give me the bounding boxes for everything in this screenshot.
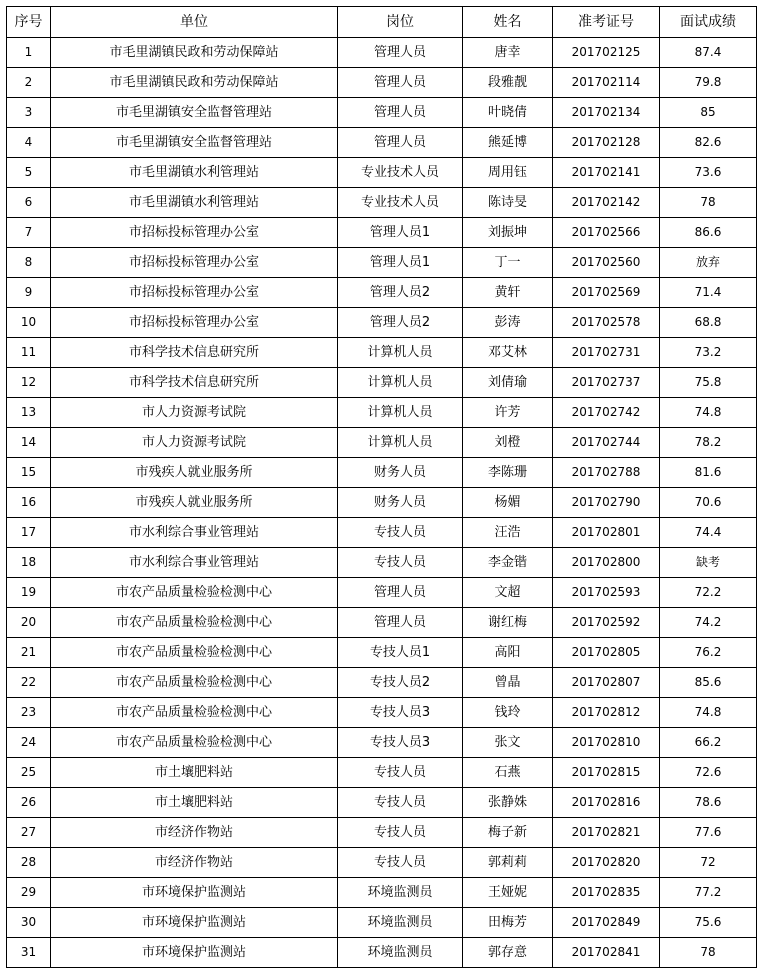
table-row (7, 608, 757, 638)
cell-position: 计算机人员 (338, 398, 463, 428)
cell-unit: 市招标投标管理办公室 (51, 218, 338, 248)
cell-unit: 市毛里湖镇水利管理站 (51, 158, 338, 188)
table-row (7, 158, 757, 188)
cell-unit: 市人力资源考试院 (51, 428, 338, 458)
cell-exam-id: 201702114 (553, 68, 660, 98)
table-row (7, 278, 757, 308)
table-row (7, 68, 757, 98)
cell-score: 81.6 (660, 458, 757, 488)
table-row (7, 368, 757, 398)
cell-unit: 市农产品质量检验检测中心 (51, 608, 338, 638)
cell-position: 管理人员 (338, 98, 463, 128)
header-index: 序号 (7, 7, 51, 38)
header-name: 姓名 (463, 7, 553, 38)
cell-score: 74.8 (660, 698, 757, 728)
table-row (7, 848, 757, 878)
cell-name: 丁一 (463, 248, 553, 278)
cell-unit: 市毛里湖镇民政和劳动保障站 (51, 38, 338, 68)
cell-name: 周用钰 (463, 158, 553, 188)
cell-name: 梅子新 (463, 818, 553, 848)
cell-exam-id: 201702142 (553, 188, 660, 218)
cell-name: 黄轩 (463, 278, 553, 308)
cell-exam-id: 201702790 (553, 488, 660, 518)
cell-name: 许芳 (463, 398, 553, 428)
cell-index: 17 (7, 518, 51, 548)
cell-name: 高阳 (463, 638, 553, 668)
cell-index: 4 (7, 128, 51, 158)
cell-exam-id: 201702812 (553, 698, 660, 728)
cell-name: 曾晶 (463, 668, 553, 698)
cell-index: 30 (7, 908, 51, 938)
cell-unit: 市招标投标管理办公室 (51, 308, 338, 338)
cell-exam-id: 201702810 (553, 728, 660, 758)
cell-exam-id: 201702742 (553, 398, 660, 428)
cell-unit: 市农产品质量检验检测中心 (51, 668, 338, 698)
cell-score: 放弃 (660, 248, 757, 278)
cell-position: 管理人员1 (338, 248, 463, 278)
cell-unit: 市毛里湖镇安全监督管理站 (51, 98, 338, 128)
cell-name: 张文 (463, 728, 553, 758)
cell-position: 环境监测员 (338, 878, 463, 908)
table-row (7, 308, 757, 338)
cell-position: 管理人员1 (338, 218, 463, 248)
cell-index: 11 (7, 338, 51, 368)
cell-score: 72 (660, 848, 757, 878)
cell-unit: 市农产品质量检验检测中心 (51, 728, 338, 758)
cell-name: 郭莉莉 (463, 848, 553, 878)
cell-score: 77.6 (660, 818, 757, 848)
cell-name: 田梅芳 (463, 908, 553, 938)
cell-index: 18 (7, 548, 51, 578)
cell-unit: 市水利综合事业管理站 (51, 548, 338, 578)
table-row (7, 638, 757, 668)
cell-position: 专技人员 (338, 758, 463, 788)
cell-index: 13 (7, 398, 51, 428)
header-unit: 单位 (51, 7, 338, 38)
cell-exam-id: 201702815 (553, 758, 660, 788)
cell-exam-id: 201702125 (553, 38, 660, 68)
cell-name: 李金锴 (463, 548, 553, 578)
cell-exam-id: 201702566 (553, 218, 660, 248)
cell-score: 79.8 (660, 68, 757, 98)
cell-unit: 市毛里湖镇安全监督管理站 (51, 128, 338, 158)
cell-position: 专技人员 (338, 818, 463, 848)
cell-index: 8 (7, 248, 51, 278)
cell-score: 75.8 (660, 368, 757, 398)
table-row (7, 128, 757, 158)
cell-exam-id: 201702821 (553, 818, 660, 848)
table-row (7, 98, 757, 128)
cell-score: 78.2 (660, 428, 757, 458)
cell-position: 财务人员 (338, 488, 463, 518)
cell-unit: 市经济作物站 (51, 848, 338, 878)
cell-name: 张静姝 (463, 788, 553, 818)
cell-exam-id: 201702134 (553, 98, 660, 128)
cell-name: 汪浩 (463, 518, 553, 548)
cell-index: 28 (7, 848, 51, 878)
cell-exam-id: 201702578 (553, 308, 660, 338)
table-row (7, 758, 757, 788)
header-row (7, 7, 757, 38)
table-row (7, 728, 757, 758)
cell-index: 27 (7, 818, 51, 848)
header-position: 岗位 (338, 7, 463, 38)
table-row (7, 188, 757, 218)
cell-name: 文超 (463, 578, 553, 608)
cell-name: 李陈珊 (463, 458, 553, 488)
table-row (7, 338, 757, 368)
cell-index: 14 (7, 428, 51, 458)
cell-exam-id: 201702807 (553, 668, 660, 698)
cell-index: 22 (7, 668, 51, 698)
cell-index: 19 (7, 578, 51, 608)
cell-name: 陈诗旻 (463, 188, 553, 218)
cell-score: 82.6 (660, 128, 757, 158)
cell-name: 彭涛 (463, 308, 553, 338)
cell-unit: 市农产品质量检验检测中心 (51, 638, 338, 668)
table-row (7, 38, 757, 68)
cell-index: 15 (7, 458, 51, 488)
cell-position: 专业技术人员 (338, 158, 463, 188)
cell-score: 68.8 (660, 308, 757, 338)
cell-score: 85.6 (660, 668, 757, 698)
cell-index: 29 (7, 878, 51, 908)
cell-unit: 市人力资源考试院 (51, 398, 338, 428)
cell-score: 75.6 (660, 908, 757, 938)
table-row (7, 908, 757, 938)
cell-exam-id: 201702737 (553, 368, 660, 398)
cell-index: 16 (7, 488, 51, 518)
cell-position: 专技人员3 (338, 728, 463, 758)
cell-exam-id: 201702593 (553, 578, 660, 608)
cell-score: 70.6 (660, 488, 757, 518)
header-exam-id: 准考证号 (553, 7, 660, 38)
cell-score: 77.2 (660, 878, 757, 908)
cell-position: 财务人员 (338, 458, 463, 488)
cell-name: 刘橙 (463, 428, 553, 458)
interview-results-table (6, 6, 757, 968)
cell-position: 管理人员 (338, 38, 463, 68)
cell-unit: 市经济作物站 (51, 818, 338, 848)
cell-unit: 市农产品质量检验检测中心 (51, 578, 338, 608)
cell-score: 73.2 (660, 338, 757, 368)
cell-position: 计算机人员 (338, 368, 463, 398)
cell-index: 1 (7, 38, 51, 68)
cell-index: 9 (7, 278, 51, 308)
cell-exam-id: 201702592 (553, 608, 660, 638)
cell-exam-id: 201702835 (553, 878, 660, 908)
cell-index: 25 (7, 758, 51, 788)
table-row (7, 218, 757, 248)
table-row (7, 578, 757, 608)
cell-position: 专技人员1 (338, 638, 463, 668)
cell-unit: 市毛里湖镇水利管理站 (51, 188, 338, 218)
cell-name: 谢红梅 (463, 608, 553, 638)
cell-exam-id: 201702731 (553, 338, 660, 368)
cell-unit: 市土壤肥料站 (51, 758, 338, 788)
cell-position: 专技人员3 (338, 698, 463, 728)
cell-exam-id: 201702816 (553, 788, 660, 818)
cell-index: 5 (7, 158, 51, 188)
cell-unit: 市招标投标管理办公室 (51, 248, 338, 278)
cell-unit: 市土壤肥料站 (51, 788, 338, 818)
cell-name: 王娅妮 (463, 878, 553, 908)
cell-exam-id: 201702801 (553, 518, 660, 548)
cell-position: 专技人员 (338, 518, 463, 548)
cell-position: 管理人员 (338, 68, 463, 98)
cell-score: 74.4 (660, 518, 757, 548)
cell-name: 杨媚 (463, 488, 553, 518)
table-row (7, 488, 757, 518)
cell-position: 专技人员 (338, 788, 463, 818)
cell-index: 20 (7, 608, 51, 638)
cell-score: 78 (660, 938, 757, 968)
cell-score: 73.6 (660, 158, 757, 188)
table-row (7, 788, 757, 818)
cell-position: 管理人员 (338, 128, 463, 158)
table-row (7, 248, 757, 278)
cell-name: 段雅靓 (463, 68, 553, 98)
cell-name: 钱玲 (463, 698, 553, 728)
cell-position: 管理人员 (338, 608, 463, 638)
cell-unit: 市科学技术信息研究所 (51, 368, 338, 398)
cell-index: 12 (7, 368, 51, 398)
cell-exam-id: 201702569 (553, 278, 660, 308)
cell-position: 专技人员 (338, 548, 463, 578)
cell-unit: 市毛里湖镇民政和劳动保障站 (51, 68, 338, 98)
cell-index: 26 (7, 788, 51, 818)
cell-unit: 市残疾人就业服务所 (51, 488, 338, 518)
cell-score: 缺考 (660, 548, 757, 578)
cell-score: 78.6 (660, 788, 757, 818)
table-row (7, 398, 757, 428)
cell-position: 管理人员2 (338, 308, 463, 338)
cell-position: 计算机人员 (338, 338, 463, 368)
cell-score: 74.2 (660, 608, 757, 638)
table-row (7, 428, 757, 458)
table-row (7, 548, 757, 578)
cell-score: 78 (660, 188, 757, 218)
cell-unit: 市环境保护监测站 (51, 938, 338, 968)
cell-exam-id: 201702820 (553, 848, 660, 878)
cell-name: 石燕 (463, 758, 553, 788)
cell-name: 刘倩瑜 (463, 368, 553, 398)
cell-unit: 市招标投标管理办公室 (51, 278, 338, 308)
cell-unit: 市科学技术信息研究所 (51, 338, 338, 368)
cell-exam-id: 201702128 (553, 128, 660, 158)
cell-exam-id: 201702744 (553, 428, 660, 458)
cell-unit: 市水利综合事业管理站 (51, 518, 338, 548)
cell-index: 7 (7, 218, 51, 248)
cell-unit: 市农产品质量检验检测中心 (51, 698, 338, 728)
table-row (7, 698, 757, 728)
cell-exam-id: 201702805 (553, 638, 660, 668)
cell-position: 专业技术人员 (338, 188, 463, 218)
cell-score: 86.6 (660, 218, 757, 248)
cell-exam-id: 201702788 (553, 458, 660, 488)
cell-index: 24 (7, 728, 51, 758)
cell-unit: 市环境保护监测站 (51, 878, 338, 908)
cell-position: 专技人员2 (338, 668, 463, 698)
cell-index: 10 (7, 308, 51, 338)
cell-name: 郭存意 (463, 938, 553, 968)
cell-exam-id: 201702800 (553, 548, 660, 578)
cell-name: 唐幸 (463, 38, 553, 68)
cell-score: 76.2 (660, 638, 757, 668)
cell-position: 计算机人员 (338, 428, 463, 458)
cell-unit: 市环境保护监测站 (51, 908, 338, 938)
cell-score: 87.4 (660, 38, 757, 68)
header-score: 面试成绩 (660, 7, 757, 38)
cell-name: 熊延博 (463, 128, 553, 158)
cell-index: 2 (7, 68, 51, 98)
table-row (7, 818, 757, 848)
table-row (7, 518, 757, 548)
cell-score: 74.8 (660, 398, 757, 428)
cell-index: 23 (7, 698, 51, 728)
cell-score: 72.6 (660, 758, 757, 788)
cell-score: 72.2 (660, 578, 757, 608)
cell-position: 环境监测员 (338, 938, 463, 968)
cell-position: 管理人员2 (338, 278, 463, 308)
cell-position: 管理人员 (338, 578, 463, 608)
cell-index: 21 (7, 638, 51, 668)
cell-name: 邓艾林 (463, 338, 553, 368)
cell-score: 66.2 (660, 728, 757, 758)
table-row (7, 938, 757, 968)
cell-exam-id: 201702841 (553, 938, 660, 968)
cell-index: 31 (7, 938, 51, 968)
cell-score: 71.4 (660, 278, 757, 308)
table-row (7, 878, 757, 908)
cell-unit: 市残疾人就业服务所 (51, 458, 338, 488)
cell-exam-id: 201702141 (553, 158, 660, 188)
cell-name: 刘振坤 (463, 218, 553, 248)
cell-score: 85 (660, 98, 757, 128)
cell-index: 6 (7, 188, 51, 218)
cell-name: 叶晓倩 (463, 98, 553, 128)
cell-index: 3 (7, 98, 51, 128)
cell-position: 专技人员 (338, 848, 463, 878)
cell-exam-id: 201702560 (553, 248, 660, 278)
table-row (7, 458, 757, 488)
cell-position: 环境监测员 (338, 908, 463, 938)
table-row (7, 668, 757, 698)
cell-exam-id: 201702849 (553, 908, 660, 938)
